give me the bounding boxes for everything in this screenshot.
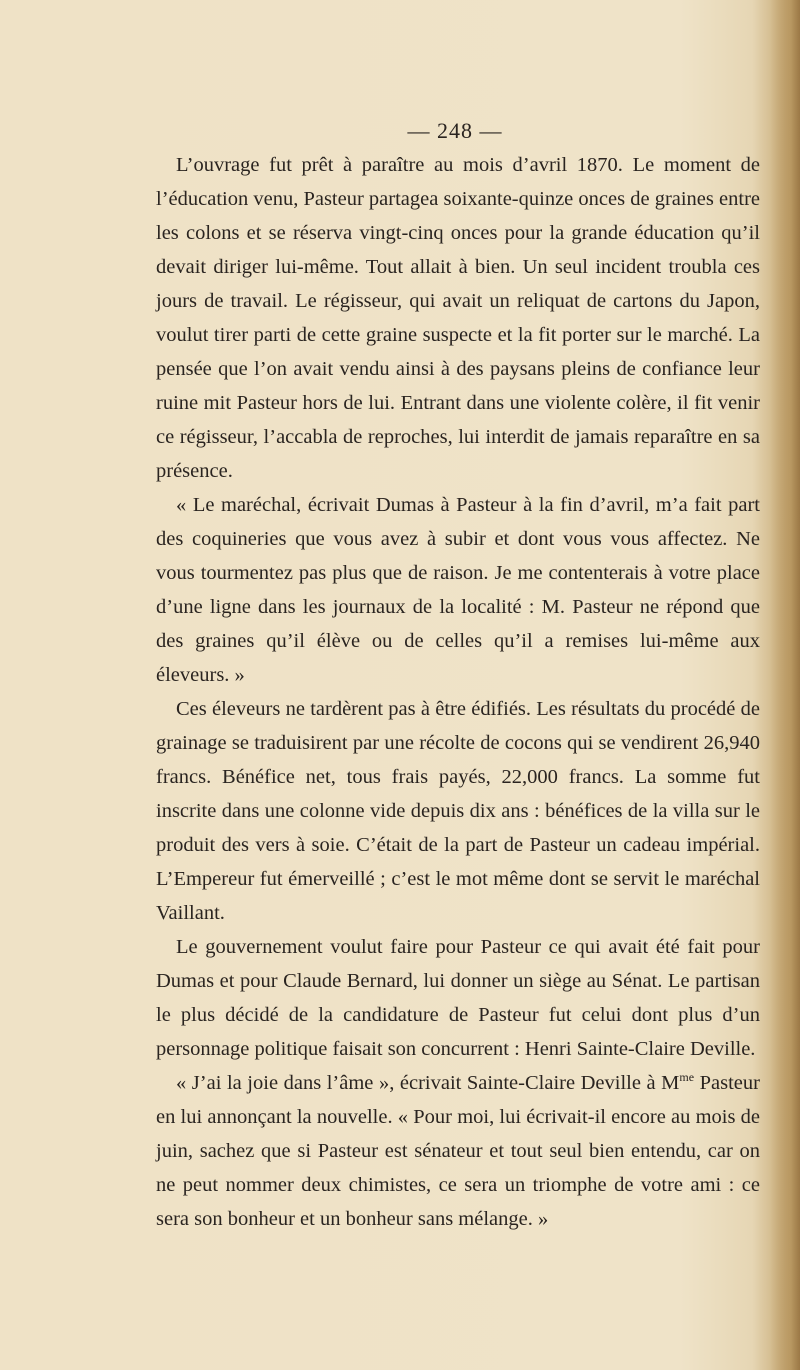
page-number: — 248 — (407, 118, 503, 143)
paragraph-2: « Le maréchal, écrivait Dumas à Pasteur à la fin d’avril, m’a fait part des coquineries que vous avez à subir et dont vous vous affectez. Ne vous tourmentez pas plus que de raison. Je me contenterais à votre place d’une ligne dans les journaux de la localité : M. Pasteur ne répond que des graines qu’il élève ou de celles qu’il a remises lui-même aux éleveurs. » (156, 494, 760, 686)
paragraph-3: Ces éleveurs ne tardèrent pas à être édifiés. Les résultats du procédé de grainage se traduisirent par une récolte de cocons qui se vendirent 26,940 francs. Bénéfice net, tous frais payés, 22,000 francs. La somme fut inscrite dans une colonne vide depuis dix ans : bénéfices de la villa sur le produit des vers à soie. C’était de la part de Pasteur un cadeau impérial. L’Empereur fut émerveillé ; c’est le mot même dont se servit le maréchal Vaillant. (156, 698, 760, 924)
body-text (156, 148, 760, 1236)
paragraph-5 (156, 1066, 760, 1236)
paragraph-4: Le gouvernement voulut faire pour Pasteur ce qui avait été fait pour Dumas et pour Claude Bernard, lui donner un siège au Sénat. Le partisan le plus décidé de la candidature de Pasteur fut celui dont plus d’un personnage politique faisait son concurrent : Henri Sainte-Claire Deville. (156, 936, 760, 1060)
paragraph-1: L’ouvrage fut prêt à paraître au mois d’avril 1870. Le moment de l’éducation venu, Pasteur partagea soixante-quinze onces de graines entre les colons et se réserva vingt-cinq onces pour la grande éducation qu’il devait diriger lui-même. Tout allait à bien. Un seul incident troubla ces jours de travail. Le régisseur, qui avait un reliquat de cartons du Japon, voulut tirer parti de cette graine suspecte et la fit porter sur le marché. La pensée que l’on avait vendu ainsi à des paysans pleins de confiance leur ruine mit Pasteur hors de lui. Entrant dans une violente colère, il fit venir ce régisseur, l’accabla de reproches, lui interdit de jamais reparaître en sa présence. (156, 154, 760, 482)
page-edge-shadow (770, 0, 800, 1370)
superscript-me: me (679, 1070, 695, 1085)
paragraph-5-start: « J’ai la joie dans l’âme », écrivait Sainte-Claire Deville à M (176, 1072, 680, 1094)
paragraph-5-end: Pasteur en lui annonçant la nouvelle. « Pour moi, lui écrivait-il encore au mois de juin, sachez que si Pasteur est sénateur et tout seul bien entendu, car on ne peut nommer deux chimistes, ce sera un triomphe de votre ami : ce sera son bonheur et un bonheur sans mélange. » (156, 1072, 760, 1230)
